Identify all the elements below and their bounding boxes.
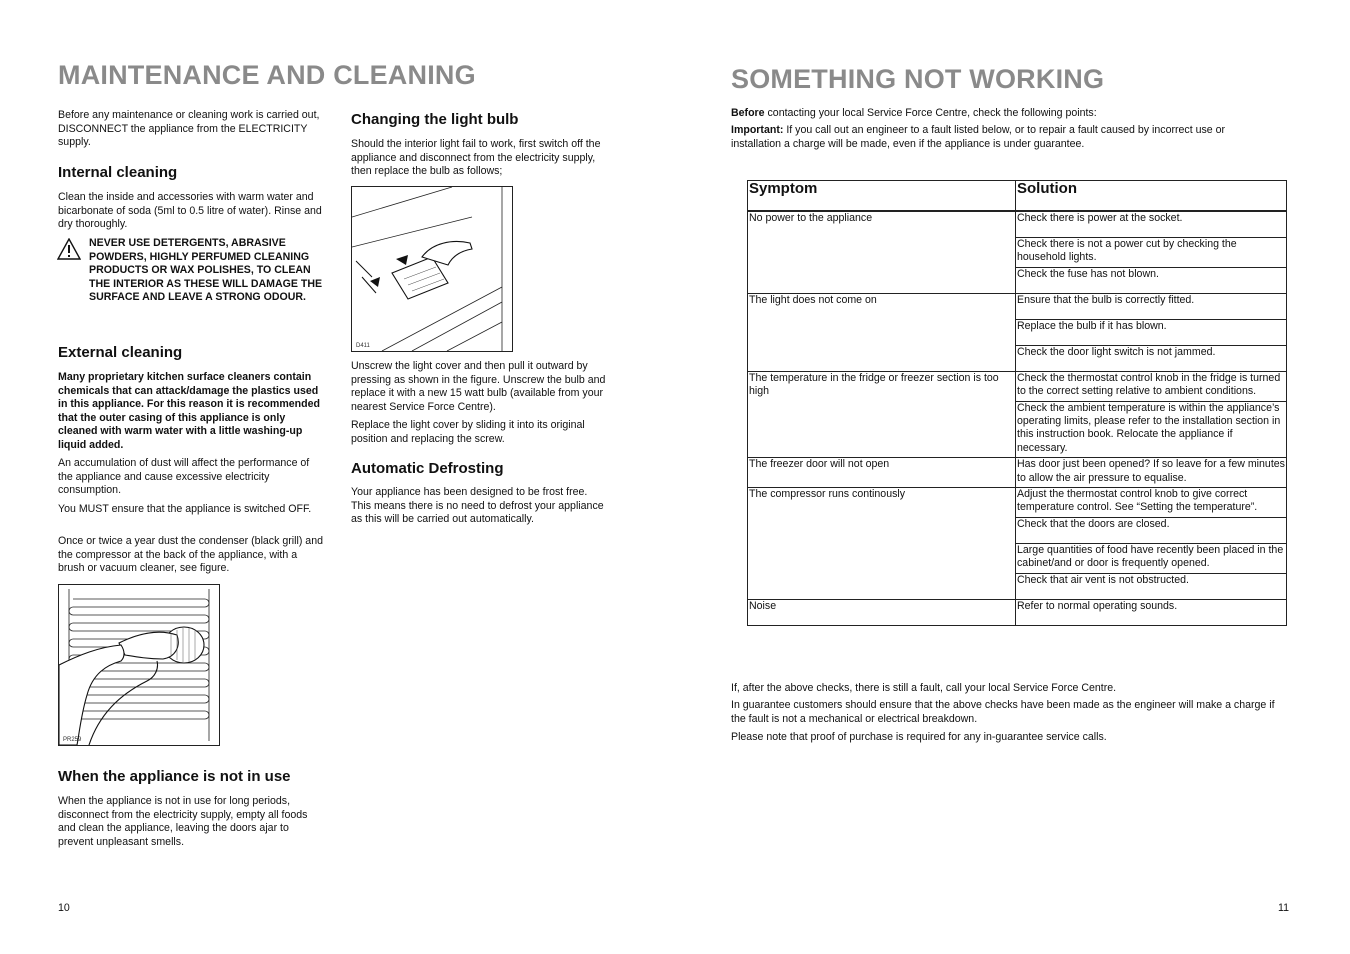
solution-cell: Large quantities of food have recently been placed in the cabinet/and or door is frequently opened. bbox=[1016, 543, 1287, 573]
left-page-number: 10 bbox=[58, 902, 70, 914]
symptom-cell: No power to the appliance bbox=[748, 211, 1016, 293]
solution-cell: Check the door light switch is not jammed. bbox=[1016, 345, 1287, 371]
table-row bbox=[748, 458, 1287, 488]
internal-cleaning-heading: Internal cleaning bbox=[58, 164, 178, 181]
table-row bbox=[748, 293, 1287, 319]
solution-cell: Replace the bulb if it has blown. bbox=[1016, 319, 1287, 345]
light-bulb-heading: Changing the light bulb bbox=[351, 111, 519, 128]
table-row bbox=[748, 599, 1287, 625]
right-page-number: 11 bbox=[1278, 902, 1289, 914]
solution-column-header: Solution bbox=[1016, 181, 1287, 212]
proof-of-purchase-text: Please note that proof of purchase is required for any in-guarantee service calls. bbox=[731, 731, 1107, 743]
guarantee-text: In guarantee customers should ensure that the above checks have been made as the engineer will make a charge if the fault is not a mechanical or electrical breakdown. bbox=[731, 699, 1275, 725]
table-header-row bbox=[748, 181, 1287, 212]
not-in-use-text: When the appliance is not in use for long periods, disconnect from the electricity supply, empty all foods and clean the appliance, leaving the doors ajar to prevent unpleasant smells. bbox=[58, 795, 308, 848]
condenser-illustration bbox=[59, 585, 219, 745]
before-note bbox=[731, 107, 1271, 121]
external-cleaning-warning: Many proprietary kitchen surface cleaners contain chemicals that can attack/damage the plastics used in this appliance. For this reason it is recommended that the outer casing of this appliance is only cleaned with warm water with a little washing-up liquid added. bbox=[58, 371, 320, 451]
symptom-column-header: Symptom bbox=[748, 181, 1016, 212]
troubleshooting-body bbox=[748, 211, 1287, 625]
symptom-cell: The freezer door will not open bbox=[748, 458, 1016, 488]
symptom-cell: Noise bbox=[748, 599, 1016, 625]
troubleshooting-table bbox=[747, 180, 1287, 626]
symptom-cell: The compressor runs continously bbox=[748, 488, 1016, 600]
important-text: If you call out an engineer to a fault listed below, or to repair a fault caused by incorrect use or installation a charge will be made, even if the appliance is under guarantee. bbox=[731, 124, 1226, 150]
solution-cell: Check that air vent is not obstructed. bbox=[1016, 573, 1287, 599]
internal-cleaning-warning: NEVER USE DETERGENTS, ABRASIVE POWDERS, HIGHLY PERFUMED CLEANING PRODUCTS OR WAX POLISHES, TO CLEAN THE INTERIOR AS THESE WILL DAMAGE THE SURFACE AND LEAVE A STRONG ODOUR. bbox=[89, 237, 323, 304]
solution-cell: Check the ambient temperature is within the appliance’s operating limits, please refer to the installation section in this instruction book. Relocate the appliance if necessary. bbox=[1016, 401, 1287, 458]
maintenance-intro: Before any maintenance or cleaning work is carried out, DISCONNECT the appliance from the ELECTRICITY supply. bbox=[58, 109, 320, 149]
solution-cell: Check there is power at the socket. bbox=[1016, 211, 1287, 238]
internal-cleaning-text: Clean the inside and accessories with warm water and bicarbonate of soda (5ml to 0.5 litre of water). Rinse and dry thoroughly. bbox=[58, 191, 322, 231]
not-in-use-heading: When the appliance is not in use bbox=[58, 768, 291, 785]
solution-cell: Check the thermostat control knob in the fridge is turned to the correct setting relative to ambient conditions. bbox=[1016, 371, 1287, 401]
solution-cell: Adjust the thermostat control knob to give correct temperature control. See “Setting the temperature”. bbox=[1016, 488, 1287, 518]
bulb-figure-label: D411 bbox=[356, 343, 370, 349]
condenser-text: Once or twice a year dust the condenser (black grill) and the compressor at the back of the appliance, with a brush or vacuum cleaner, see figure. bbox=[58, 535, 323, 575]
switch-off-text: You MUST ensure that the appliance is switched OFF. bbox=[58, 503, 312, 515]
symptom-cell: The temperature in the fridge or freezer section is too high bbox=[748, 371, 1016, 457]
warning-triangle-icon bbox=[57, 238, 81, 260]
important-note bbox=[731, 124, 1271, 151]
external-cleaning-heading: External cleaning bbox=[58, 344, 183, 361]
condenser-cleaning-figure bbox=[58, 584, 220, 746]
symptom-cell: The light does not come on bbox=[748, 293, 1016, 371]
light-cover-text: Replace the light cover by sliding it into its original position and replacing the screw. bbox=[351, 419, 585, 445]
solution-cell: Check the fuse has not blown. bbox=[1016, 267, 1287, 293]
important-label: Important: bbox=[731, 124, 784, 136]
before-label: Before bbox=[731, 107, 765, 119]
troubleshooting-table-wrap bbox=[747, 180, 1287, 626]
table-row bbox=[748, 488, 1287, 518]
before-text: contacting your local Service Force Centre, check the following points: bbox=[764, 107, 1097, 119]
solution-cell: Check that the doors are closed. bbox=[1016, 517, 1287, 543]
solution-cell: Refer to normal operating sounds. bbox=[1016, 599, 1287, 625]
table-row bbox=[748, 371, 1287, 401]
condenser-figure-label: PR259 bbox=[63, 737, 82, 743]
light-bulb-illustration bbox=[352, 187, 512, 351]
light-bulb-intro: Should the interior light fail to work, first switch off the appliance and disconnect from the electricity supply, then replace the bulb as follows; bbox=[351, 138, 601, 178]
right-page-title: SOMETHING NOT WORKING bbox=[731, 64, 1105, 94]
light-bulb-figure bbox=[351, 186, 513, 352]
solution-cell: Ensure that the bulb is correctly fitted. bbox=[1016, 293, 1287, 319]
solution-cell: Check there is not a power cut by checking the household lights. bbox=[1016, 238, 1287, 268]
after-checks-text: If, after the above checks, there is still a fault, call your local Service Force Centre. bbox=[731, 682, 1117, 694]
table-row bbox=[748, 211, 1287, 238]
light-bulb-instructions: Unscrew the light cover and then pull it outward by pressing as shown in the figure. Unscrew the bulb and replace it with a new 15 watt bulb (available from your nearest Service Force Centre). bbox=[351, 360, 606, 413]
left-page-title: MAINTENANCE AND CLEANING bbox=[58, 60, 476, 90]
defrosting-text: Your appliance has been designed to be frost free. This means there is no need to defrost your appliance as this will be carried out automatically. bbox=[351, 486, 604, 526]
dust-text: An accumulation of dust will affect the performance of the appliance and cause excessive electricity consumption. bbox=[58, 457, 310, 497]
defrosting-heading: Automatic Defrosting bbox=[351, 460, 504, 477]
solution-cell: Has door just been opened? If so leave for a few minutes to allow the air pressure to equalise. bbox=[1016, 458, 1287, 488]
